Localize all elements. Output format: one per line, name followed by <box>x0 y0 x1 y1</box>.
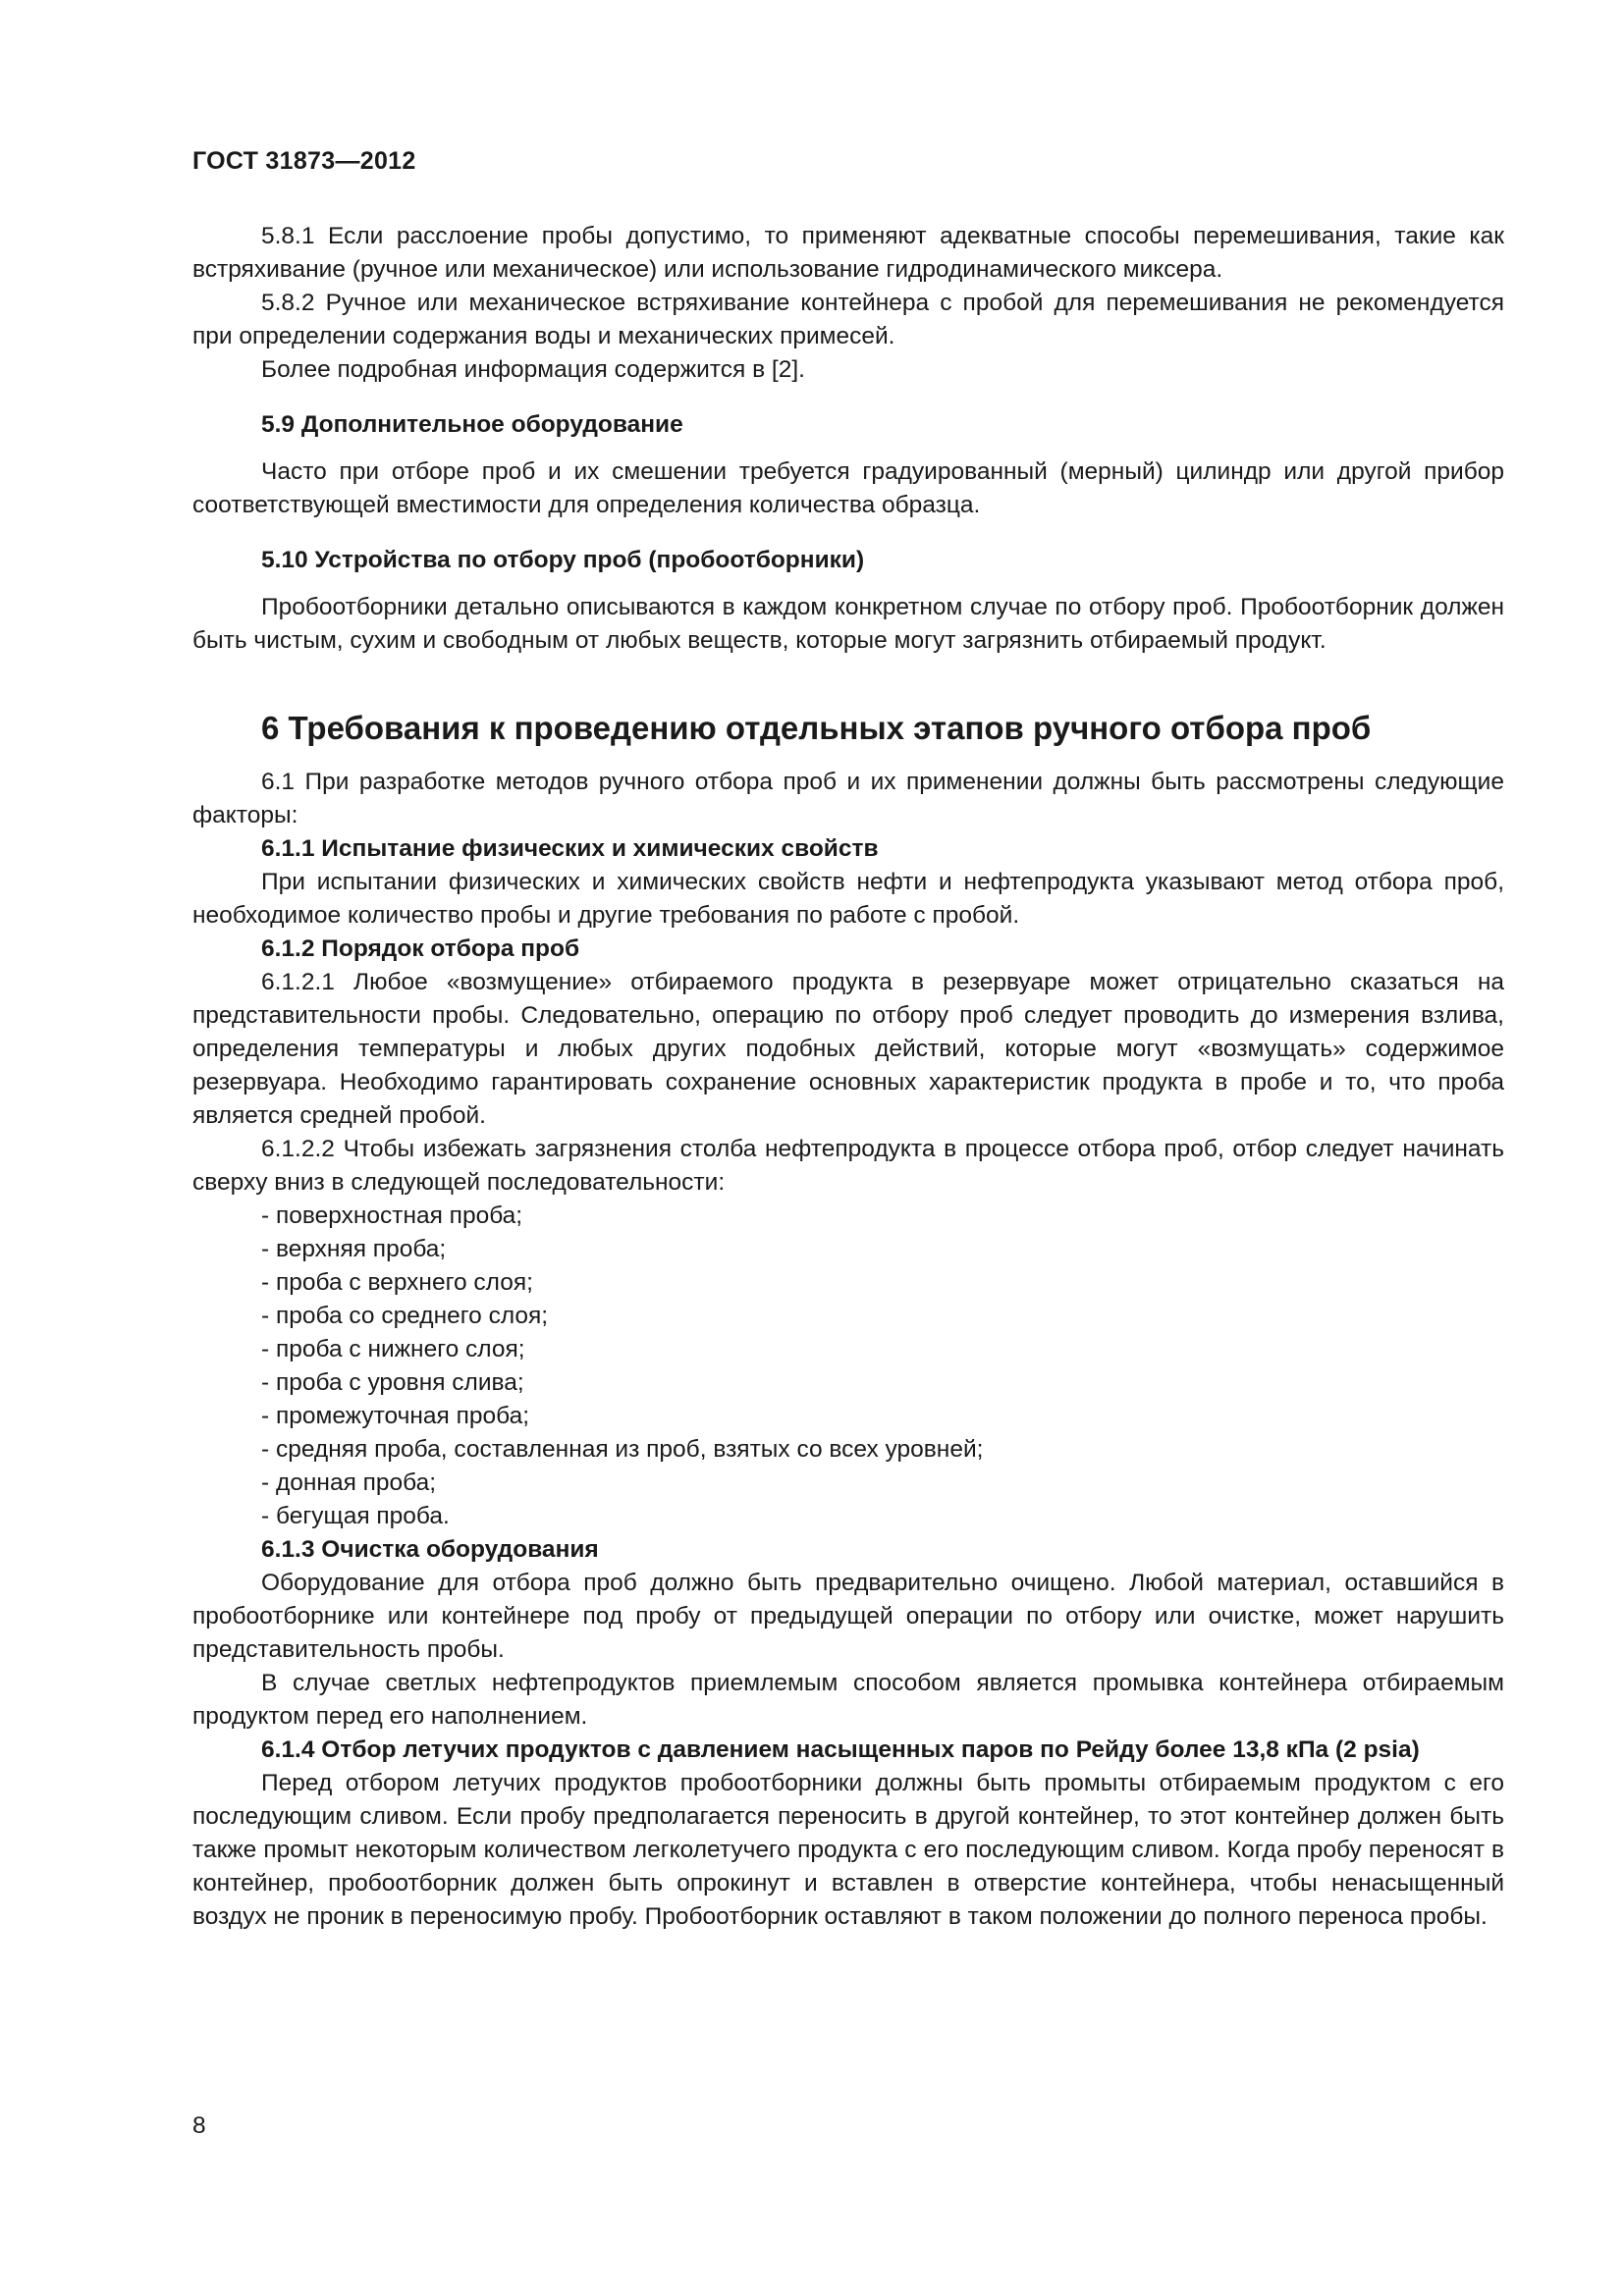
paragraph-6-1-1: При испытании физических и химических свойств нефти и нефтепродукта указывают метод отбора проб, необходимое количество пробы и другие требования по работе с пробой. <box>192 869 1504 929</box>
section-6-title: 6 Требования к проведению отдельных этапов ручного отбора проб <box>261 710 1372 746</box>
heading-5-9: 5.9 Дополнительное оборудование <box>261 411 683 438</box>
paragraph-6-1-4: Перед отбором летучих продуктов пробоотборники должны быть промыты отбираемым продуктом с его последующим сливом. Если пробу предполагается переносить в другой контейнер, то этот контейнер должен быть также промыт некоторым количеством легколетучего продукта с его последующим сливом. Когда пробу переносят в контейнер, пробоотборник должен быть опрокинут и вставлен в отверстие контейнера, чтобы ненасыщенный воздух не проник в переносимую пробу. Пробоотборник оставляют в таком положении до полного переноса пробы. <box>192 1770 1504 1930</box>
document-id: ГОСТ 31873—2012 <box>192 147 416 175</box>
paragraph-5-8-2: 5.8.2 Ручное или механическое встряхивание контейнера с пробой для перемешивания не рекомендуется при определении содержания воды и механических примесей. <box>192 290 1504 349</box>
paragraph-5-9: Часто при отборе проб и их смешении требуется градуированный (мерный) цилиндр или другой прибор соответствующей вместимости для определения количества образца. <box>192 458 1504 518</box>
list-item: - проба со среднего слоя; <box>261 1300 1504 1333</box>
list-item: - верхняя проба; <box>261 1233 1504 1266</box>
paragraph-5-10: Пробоотборники детально описываются в каждом конкретном случае по отбору проб. Пробоотборник должен быть чистым, сухим и свободным от любых веществ, которые могут загрязнить отбираемый продукт. <box>192 594 1504 654</box>
list-item: - проба с уровня слива; <box>261 1366 1504 1400</box>
document-body <box>192 220 1504 1934</box>
paragraph-6-1-3-a: Оборудование для отбора проб должно быть предварительно очищено. Любой материал, оставшийся в пробоотборнике или контейнере под пробу от предыдущей операции по отбору или очистке, может нарушить представительность пробы. <box>192 1570 1504 1663</box>
paragraph-6-1: 6.1 При разработке методов ручного отбора проб и их применении должны быть рассмотрены следующие факторы: <box>192 769 1504 828</box>
heading-6-1-1: 6.1.1 Испытание физических и химических свойств <box>261 835 879 862</box>
list-item: - донная проба; <box>261 1467 1504 1500</box>
page-number: 8 <box>192 2112 206 2139</box>
heading-6-1-4: 6.1.4 Отбор летучих продуктов с давлением насыщенных паров по Рейду более 13,8 кПа (2 psia) <box>261 1736 1420 1763</box>
list-item: - проба с верхнего слоя; <box>261 1266 1504 1300</box>
sample-order-list <box>192 1200 1504 1533</box>
list-item: - средняя проба, составленная из проб, взятых со всех уровней; <box>261 1433 1504 1467</box>
list-item: - бегущая проба. <box>261 1500 1504 1533</box>
list-item: - проба с нижнего слоя; <box>261 1333 1504 1366</box>
heading-6-1-2: 6.1.2 Порядок отбора проб <box>261 935 580 962</box>
paragraph-6-1-2-2: 6.1.2.2 Чтобы избежать загрязнения столба нефтепродукта в процессе отбора проб, отбор следует начинать сверху вниз в следующей последовательности: <box>192 1136 1504 1196</box>
paragraph-6-1-3-b: В случае светлых нефтепродуктов приемлемым способом является промывка контейнера отбираемым продуктом перед его наполнением. <box>192 1670 1504 1730</box>
heading-5-10: 5.10 Устройства по отбору проб (пробоотборники) <box>261 547 865 573</box>
paragraph-6-1-2-1: 6.1.2.1 Любое «возмущение» отбираемого продукта в резервуаре может отрицательно сказаться на представительности пробы. Следовательно, операцию по отбору проб следует проводить до измерения взлива, определения температуры и любых других подобных действий, которые могут «возмущать» содержимое резервуара. Необходимо гарантировать сохранение основных характеристик продукта в пробе и то, что проба является средней пробой. <box>192 969 1504 1129</box>
list-item: - поверхностная проба; <box>261 1200 1504 1233</box>
list-item: - промежуточная проба; <box>261 1400 1504 1433</box>
heading-6-1-3: 6.1.3 Очистка оборудования <box>261 1536 599 1563</box>
paragraph-5-8-1: 5.8.1 Если расслоение пробы допустимо, то применяют адекватные способы перемешивания, такие как встряхивание (ручное или механическое) или использование гидродинамического миксера. <box>192 223 1504 283</box>
paragraph-more-info: Более подробная информация содержится в [2]. <box>261 356 805 383</box>
